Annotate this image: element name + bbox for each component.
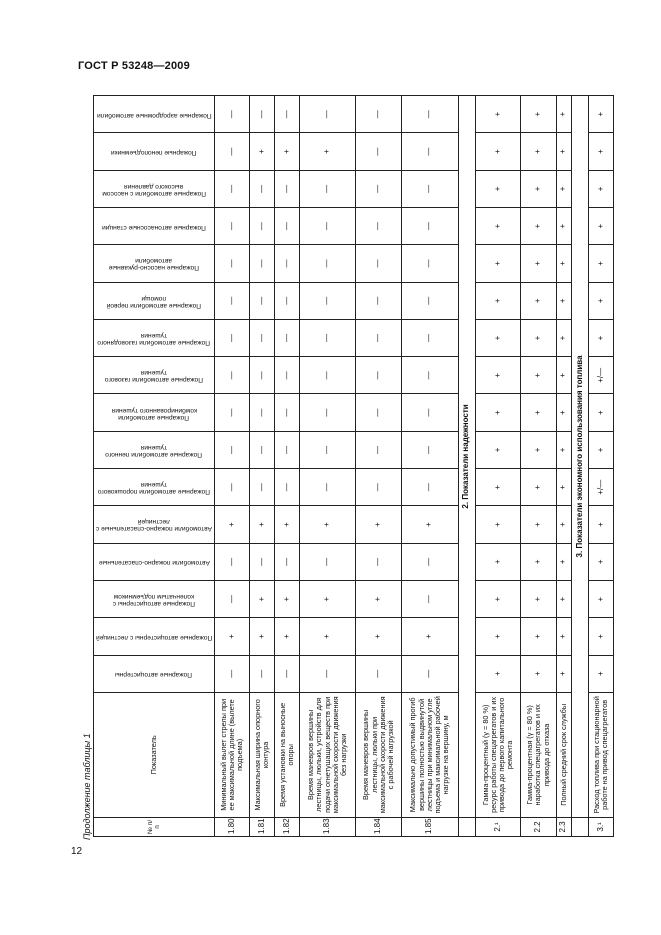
- section-row: [458, 96, 475, 837]
- applicability-mark: —: [356, 170, 402, 207]
- table-row: [402, 96, 458, 837]
- applicability-mark: +: [300, 133, 356, 170]
- row-indicator: Гамма-процентная (γ = 80 %) наработка спецагрегатов и их привода до отказа: [521, 692, 556, 817]
- header-vehicle-type: [94, 208, 215, 245]
- applicability-mark: —: [402, 208, 458, 245]
- row-indicator: Полный средний срок службы: [556, 692, 571, 817]
- rotated-table-container: [93, 95, 614, 837]
- applicability-mark: —: [300, 208, 356, 245]
- row-number: 2.2: [521, 817, 556, 836]
- applicability-mark: +: [556, 170, 571, 207]
- applicability-mark: —: [250, 282, 275, 319]
- applicability-mark: +: [300, 580, 356, 617]
- applicability-mark: +: [589, 655, 614, 692]
- applicability-mark: —: [250, 469, 275, 506]
- header-vehicle-label: Пожарные автоцистерны: [115, 671, 193, 679]
- applicability-mark: +: [556, 618, 571, 655]
- applicability-mark: +: [521, 170, 556, 207]
- applicability-mark: —: [300, 655, 356, 692]
- table-row: [250, 96, 275, 837]
- header-vehicle-type: [94, 170, 215, 207]
- applicability-mark: —: [300, 245, 356, 282]
- applicability-mark: +: [300, 506, 356, 543]
- applicability-mark: —: [402, 394, 458, 431]
- row-indicator: Время установки на выносные опоры: [275, 692, 300, 817]
- applicability-mark: —: [275, 282, 300, 319]
- applicability-mark: +: [556, 655, 571, 692]
- table-row: [475, 96, 521, 837]
- applicability-mark: —: [402, 245, 458, 282]
- applicability-mark: —: [215, 96, 250, 133]
- applicability-mark: —: [356, 543, 402, 580]
- row-number: 2.¹: [475, 817, 521, 836]
- applicability-mark: —: [402, 543, 458, 580]
- applicability-mark: —: [215, 431, 250, 468]
- applicability-mark: +: [589, 208, 614, 245]
- applicability-mark: +: [521, 208, 556, 245]
- table-row: [589, 96, 614, 837]
- applicability-mark: —: [250, 96, 275, 133]
- applicability-mark: +: [475, 357, 521, 394]
- header-vehicle-label: Пожарные автоцистерны с коленчатым подъемником: [112, 593, 196, 608]
- applicability-mark: +/—: [589, 469, 614, 506]
- row-indicator: Время маневров вершины лестницы, люльки при максимальной скорости движения с рабочей нагрузкой: [356, 692, 402, 817]
- applicability-mark: —: [402, 580, 458, 617]
- row-indicator: Максимальная ширина опорного контура: [250, 692, 275, 817]
- page-number: 12: [71, 846, 83, 857]
- applicability-mark: +: [521, 580, 556, 617]
- applicability-mark: +: [215, 506, 250, 543]
- applicability-mark: +: [589, 170, 614, 207]
- row-number: 2.3: [556, 817, 571, 836]
- table-body: [215, 96, 614, 837]
- applicability-mark: +: [475, 245, 521, 282]
- table-row: [556, 96, 571, 837]
- header-vehicle-label: Пожарные автомобили газоводяного тушения: [97, 332, 211, 346]
- applicability-mark: +: [275, 506, 300, 543]
- section-num-cell: [458, 817, 475, 836]
- applicability-mark: —: [215, 357, 250, 394]
- specification-table: [93, 95, 614, 837]
- applicability-mark: +: [521, 506, 556, 543]
- header-vehicle-label: Автомобили пожарно-спасательные с лестницей: [96, 518, 213, 533]
- applicability-mark: —: [356, 394, 402, 431]
- applicability-mark: +: [556, 431, 571, 468]
- row-indicator: Гамма-процентный (γ = 80 %) ресурс работы спецагрегатов и их привода до первого капитального ремонта: [475, 692, 521, 817]
- applicability-mark: —: [275, 431, 300, 468]
- applicability-mark: +: [475, 208, 521, 245]
- row-number: 1.80: [215, 817, 250, 836]
- applicability-mark: +: [300, 618, 356, 655]
- header-vehicle-label: Пожарные пеноподъемники: [111, 149, 197, 157]
- applicability-mark: —: [250, 357, 275, 394]
- applicability-mark: +: [556, 543, 571, 580]
- applicability-mark: +: [556, 357, 571, 394]
- applicability-mark: —: [215, 394, 250, 431]
- header-vehicle-label: Пожарные автомобили газового тушения: [104, 369, 204, 384]
- applicability-mark: +: [475, 133, 521, 170]
- applicability-mark: —: [300, 431, 356, 468]
- applicability-mark: +/—: [589, 357, 614, 394]
- applicability-mark: +: [556, 208, 571, 245]
- applicability-mark: —: [275, 319, 300, 356]
- applicability-mark: —: [402, 133, 458, 170]
- applicability-mark: +: [589, 394, 614, 431]
- applicability-mark: —: [356, 282, 402, 319]
- header-vehicle-type: [94, 319, 215, 356]
- applicability-mark: +: [589, 282, 614, 319]
- applicability-mark: —: [356, 96, 402, 133]
- applicability-mark: —: [250, 655, 275, 692]
- row-number: 1.81: [250, 817, 275, 836]
- header-vehicle-label: Пожарные насосно-рукавные автомобили: [108, 257, 200, 272]
- header-num: № п/п: [94, 817, 215, 836]
- section-title: 2. Показатели надежности: [458, 96, 475, 818]
- applicability-mark: +: [521, 543, 556, 580]
- applicability-mark: +: [402, 618, 458, 655]
- row-number: 1.83: [300, 817, 356, 836]
- applicability-mark: +: [589, 543, 614, 580]
- header-vehicle-type: [94, 580, 215, 617]
- applicability-mark: +: [475, 431, 521, 468]
- applicability-mark: +: [521, 357, 556, 394]
- applicability-mark: +: [275, 618, 300, 655]
- applicability-mark: +: [589, 133, 614, 170]
- applicability-mark: —: [250, 319, 275, 356]
- applicability-mark: +: [556, 96, 571, 133]
- applicability-mark: —: [250, 394, 275, 431]
- applicability-mark: —: [300, 357, 356, 394]
- applicability-mark: —: [356, 357, 402, 394]
- applicability-mark: +: [475, 580, 521, 617]
- applicability-mark: —: [275, 357, 300, 394]
- applicability-mark: —: [275, 96, 300, 133]
- applicability-mark: +: [475, 170, 521, 207]
- row-indicator: Время маневров вершины лестницы, люльки, устройств для подачи огнетушащих веществ при максимальной скорости движения без нагрузки: [300, 692, 356, 817]
- applicability-mark: +: [356, 506, 402, 543]
- table-row: [275, 96, 300, 837]
- applicability-mark: —: [250, 208, 275, 245]
- applicability-mark: —: [402, 319, 458, 356]
- applicability-mark: —: [215, 282, 250, 319]
- applicability-mark: +: [589, 319, 614, 356]
- applicability-mark: —: [215, 245, 250, 282]
- header-vehicle-label: Пожарные аэродромные автомобили: [96, 111, 212, 119]
- applicability-mark: +: [521, 282, 556, 319]
- header-vehicle-type: [94, 133, 215, 170]
- row-number: 1.85: [402, 817, 458, 836]
- applicability-mark: +: [521, 618, 556, 655]
- applicability-mark: —: [356, 319, 402, 356]
- applicability-mark: +: [356, 580, 402, 617]
- applicability-mark: +: [521, 431, 556, 468]
- header-vehicle-label: Пожарные автоцистерны с лестницей: [95, 633, 213, 641]
- table-row: [300, 96, 356, 837]
- applicability-mark: +: [356, 618, 402, 655]
- applicability-mark: +: [475, 543, 521, 580]
- applicability-mark: +: [475, 618, 521, 655]
- applicability-mark: —: [215, 208, 250, 245]
- applicability-mark: +: [475, 319, 521, 356]
- header-indicator: Показатель: [94, 692, 215, 817]
- applicability-mark: —: [250, 170, 275, 207]
- applicability-mark: +: [589, 580, 614, 617]
- applicability-mark: +: [556, 506, 571, 543]
- applicability-mark: —: [215, 655, 250, 692]
- row-number: 1.84: [356, 817, 402, 836]
- applicability-mark: —: [275, 543, 300, 580]
- applicability-mark: +: [589, 506, 614, 543]
- section-title: 3. Показатели экономного использования топлива: [572, 96, 589, 818]
- header-vehicle-type: [94, 245, 215, 282]
- header-vehicle-type: [94, 469, 215, 506]
- header-vehicle-label: Автомобили пожарно-спасательные: [98, 559, 210, 567]
- applicability-mark: +: [275, 133, 300, 170]
- applicability-mark: —: [356, 245, 402, 282]
- applicability-mark: —: [300, 170, 356, 207]
- applicability-mark: +: [521, 655, 556, 692]
- applicability-mark: +: [556, 580, 571, 617]
- table-row: [521, 96, 556, 837]
- applicability-mark: —: [215, 133, 250, 170]
- header-vehicle-type: [94, 431, 215, 468]
- header-vehicle-label: Пожарные автонасосные станции: [102, 223, 206, 231]
- applicability-mark: +: [589, 96, 614, 133]
- applicability-mark: +: [250, 133, 275, 170]
- applicability-mark: +: [589, 245, 614, 282]
- applicability-mark: —: [300, 394, 356, 431]
- table-header-row: [94, 96, 215, 837]
- applicability-mark: —: [250, 245, 275, 282]
- applicability-mark: —: [300, 319, 356, 356]
- applicability-mark: —: [356, 133, 402, 170]
- applicability-mark: +: [521, 469, 556, 506]
- applicability-mark: —: [300, 469, 356, 506]
- applicability-mark: +: [589, 618, 614, 655]
- applicability-mark: +: [521, 394, 556, 431]
- applicability-mark: +: [250, 506, 275, 543]
- applicability-mark: —: [402, 170, 458, 207]
- applicability-mark: —: [250, 431, 275, 468]
- applicability-mark: +: [589, 431, 614, 468]
- applicability-mark: +: [475, 394, 521, 431]
- applicability-mark: +: [250, 580, 275, 617]
- applicability-mark: +: [521, 245, 556, 282]
- applicability-mark: —: [215, 580, 250, 617]
- applicability-mark: —: [215, 469, 250, 506]
- header-vehicle-label: Пожарные автомобили комбинированного тушения: [111, 406, 197, 421]
- applicability-mark: —: [250, 543, 275, 580]
- row-number: 3.¹: [589, 817, 614, 836]
- applicability-mark: +: [521, 133, 556, 170]
- applicability-mark: +: [475, 469, 521, 506]
- applicability-mark: +: [556, 133, 571, 170]
- header-vehicle-type: [94, 543, 215, 580]
- applicability-mark: —: [215, 543, 250, 580]
- applicability-mark: +: [556, 282, 571, 319]
- header-vehicle-type: [94, 655, 215, 692]
- header-vehicle-type: [94, 282, 215, 319]
- applicability-mark: +: [275, 580, 300, 617]
- applicability-mark: —: [402, 431, 458, 468]
- applicability-mark: +: [215, 618, 250, 655]
- applicability-mark: —: [356, 469, 402, 506]
- applicability-mark: —: [402, 282, 458, 319]
- applicability-mark: —: [300, 96, 356, 133]
- applicability-mark: —: [275, 655, 300, 692]
- applicability-mark: —: [300, 282, 356, 319]
- header-vehicle-type: [94, 506, 215, 543]
- applicability-mark: +: [402, 506, 458, 543]
- row-indicator: Расход топлива при стационарной работе на привод спецагрегатов: [589, 692, 614, 817]
- table-row: [356, 96, 402, 837]
- applicability-mark: +: [521, 319, 556, 356]
- applicability-mark: —: [402, 469, 458, 506]
- header-vehicle-type: [94, 357, 215, 394]
- applicability-mark: +: [475, 96, 521, 133]
- applicability-mark: —: [356, 208, 402, 245]
- applicability-mark: —: [275, 394, 300, 431]
- applicability-mark: —: [215, 319, 250, 356]
- applicability-mark: +: [521, 96, 556, 133]
- applicability-mark: —: [275, 469, 300, 506]
- document-code: ГОСТ Р 53248—2009: [78, 60, 190, 72]
- applicability-mark: +: [556, 469, 571, 506]
- applicability-mark: —: [356, 431, 402, 468]
- applicability-mark: —: [402, 96, 458, 133]
- applicability-mark: +: [475, 655, 521, 692]
- applicability-mark: +: [475, 282, 521, 319]
- row-number: 1.82: [275, 817, 300, 836]
- table-row: [215, 96, 250, 837]
- header-vehicle-label: Пожарные автомобили порошкового тушения: [97, 481, 211, 496]
- applicability-mark: —: [215, 170, 250, 207]
- header-vehicle-type: [94, 618, 215, 655]
- table-caption: Продолжение таблицы 1: [82, 733, 92, 840]
- header-vehicle-label: Пожарные автомобили пенного тушения: [105, 443, 203, 458]
- applicability-mark: +: [556, 394, 571, 431]
- section-row: [572, 96, 589, 837]
- applicability-mark: —: [275, 245, 300, 282]
- header-vehicle-label: Пожарные автомобили первой помощи: [106, 294, 202, 309]
- row-indicator: Минимальный вылет стрелы при ее максимальной длине (вылете подъема): [215, 692, 250, 817]
- row-indicator: Максимально допустимый прогиб вершины полностью выдвинутой лестницы при минимальном угле подъема и максимальной рабочей нагрузке на вершину, м: [402, 692, 458, 817]
- section-num-cell: [572, 817, 589, 836]
- applicability-mark: +: [250, 618, 275, 655]
- header-vehicle-type: [94, 96, 215, 133]
- header-vehicle-type: [94, 394, 215, 431]
- applicability-mark: —: [275, 170, 300, 207]
- applicability-mark: —: [356, 655, 402, 692]
- applicability-mark: —: [275, 208, 300, 245]
- applicability-mark: +: [475, 506, 521, 543]
- applicability-mark: —: [300, 543, 356, 580]
- applicability-mark: —: [402, 655, 458, 692]
- applicability-mark: +: [556, 245, 571, 282]
- applicability-mark: —: [402, 357, 458, 394]
- applicability-mark: +: [556, 319, 571, 356]
- header-vehicle-label: Пожарные автомобили с насосом высокого давления: [102, 182, 206, 197]
